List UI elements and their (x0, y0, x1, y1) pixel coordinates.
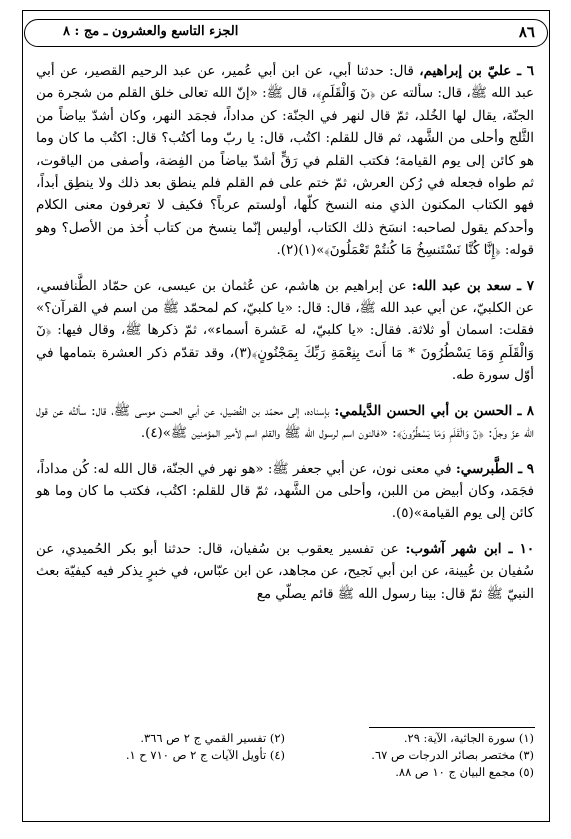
footnotes (36, 730, 534, 781)
hadith-paragraph (36, 458, 534, 526)
page-number: ٨٦ (518, 23, 535, 41)
footnote: (١) سورة الجاثية، الآية: ٢٩. (403, 731, 534, 745)
running-header (24, 19, 548, 47)
hadith-paragraph (36, 60, 534, 263)
hadith-text: قال: حدثنا أبي، عن ابن أبي عُمير، عن عبد الرحيم القصير، عن أبي عبد الله ﷺ، قال: سألته عن ﴿نٓ وَالْقَلَمِ﴾، قال ﷺ: «إنّ الله تعالى خلق القلم من شجرة من الجنّة، يقال لها الخُلد، ثمّ قال لنهر في الجنّة: كن مداداً، فجمَد النهر، وكان أشدّ بياضاً من الثَّلج وأحلى من الشَّهد، ثم قال للقلم: اكتُب، قال: يا ربّ وما أكتُب؟ قال: اكتُب ما كان وما هو كائن إلى يوم القيامة؛ فكتب القلم في رَقٍّ أشدّ بياضاً من الفِضة، وأصفى من الياقوت، ثم طواه فجعله في رُكن العرش، ثمّ ختم على فم القلم فلم ينطق بعد ذلك ولا ينطِق أبداً، فهو الكتاب المكنون الذي منه النسخ كلّها، أولستم عرباً؟ فكيف لا تعرفون معنى الكلام وأحدكم يقول لصاحبه: انسَخ ذلك الكتاب، أوليس إنّما ينسخ من كتاب أُخذ من الأصل؟ وهو قوله: ﴿إِنَّا كُنَّا نَسْتَنسِخُ مَا كُنتُمْ تَعْمَلُونَ﴾»(١)(٢). (36, 64, 534, 259)
footnote-row (36, 764, 534, 781)
footnote-row (36, 730, 534, 747)
hadith-text: عن إبراهيم بن هاشم، عن عُثمان بن عيسى، عن حمّاد الطَّنافسي، عن الكلبيّ، عن أبي عبد الله ﷺ، قال: قال: «يا كلبيّ، كم لمحمّد ﷺ من اسم في القرآن؟» فقلت: اسمان أو ثلاثة. فقال: «يا كلبيّ، له عَشرة أسماء»، ثمّ ذكرها ﷺ، وقال فيها: ﴿نٓ وَالْقَلَمِ وَمَا يَسْطُرُونَ * مَا أَنتَ بِنِعْمَةِ رَبِّكَ بِمَجْنُونٍ﴾(٣)، وقد تقدّم ذكر العشرة بتمامها في أوّل سورة طه. (36, 278, 534, 384)
footnote: (٢) تفسير القمي ج ٢ ص ٣٦٦. (140, 731, 285, 745)
running-title: الجزء التاسع والعشرون ـ مج : ٨ (63, 24, 239, 39)
hadith-text: بإسناده، إلى محمّد بن الفُضيل، عن أبي الحسن موسى ﷺ، قال: سألتُه عن قول الله عزّ وجلّ: ﴿نٓ وَالْقَلَمِ وَمَا يَسْطُرُونَ﴾: «فالنون اسم لرسول الله ﷺ والقلم اسم لأمير المؤمنين ﷺ»(٤). (36, 403, 534, 442)
main-text (36, 60, 534, 606)
footnote: (٣) مختصر بصائر الدرجات ص ٦٧. (371, 748, 534, 762)
hadith-paragraph (36, 400, 534, 446)
narrator-heading: ٩ ـ الطَّبرسي: (455, 460, 534, 477)
narrator-heading: ١٠ ـ ابن شهر آشوب: (405, 540, 535, 557)
footnote-row (36, 747, 534, 764)
hadith-paragraph (36, 538, 534, 606)
narrator-heading: ٨ ـ الحسن بن أبي الحسن الدَّيلمي: (334, 402, 534, 419)
hadith-text: عن تفسير يعقوب بن سُفيان، قال: حدثنا أبو بكر الحُميدي، عن سُفيان بن عُيينة، عن ابن أبي نَجيح، عن مجاهد، عن ابن عبّاس، في خبرٍ يذكر فيه كيفيّة بعث النبيّ ﷺ ثمّ قال: بينا رسول الله ﷺ قائم يصلّي مع (36, 541, 534, 602)
footnote: (٥) مجمع البيان ج ١٠ ص ٨٨. (395, 765, 534, 779)
footnote-rule (369, 727, 535, 728)
footnote: (٤) تأويل الآيات ج ٢ ص ٧١٠ ح ١. (125, 748, 285, 762)
narrator-heading: ٦ ـ عليّ بن إبراهيم، (419, 63, 534, 79)
narrator-heading: ٧ ـ سعد بن عبد الله: (411, 277, 534, 294)
hadith-text: في معنى نون، عن أبي جعفر ﷺ: «هو نهر في الجنّة، قال الله له: كُن مداداً، فجَمَد، وكان أبيض من اللبن، وأحلى من الشَّهد، ثمّ قال للقلم: اكتُب، فكتب ما كان وما هو كائن إلى يوم القيامة»(٥). (36, 461, 534, 522)
hadith-paragraph (36, 275, 534, 388)
